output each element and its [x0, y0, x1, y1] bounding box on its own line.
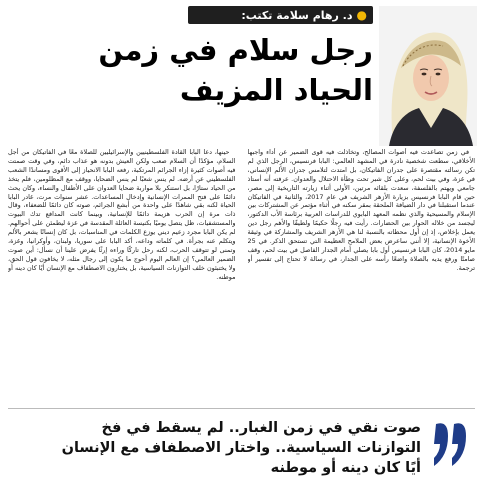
headline [10, 30, 373, 110]
article-paragraph: في زمن تصاعدت فيه أصوات المصالح، وتخاذلت فيه قوى الضمير عن أداء واجبها الأخلاقي، سطعت شخصية نادرة في المشهد العالمي: البابا فرنسيس، الرجل الذي لم تكن رسالته مقتصرة على جدران الفاتيكان، بل امتدت لتلامس جدران الألم الإنساني، في غزة، وفي بيت لحم، وعلى كل شبر تحت وطأة الاحتلال والعدوان. عرفته أنه أستاذ جامعي ويهتم بالفلسفة، سعدت بلقائه مرتين، الأولى أثناء زيارته التاريخية إلى مصر، حين قام البابا فرنسيس بزيارة الأزهر الشريف في عام 2017، والثانية في الفاتيكان عندما استقبلنا في دار الضيافة الملحقة بمقر سكنه في أثناء مؤتمر عن المشتركات بين الإسلام والمسيحية والذي نظمه المعهد البابوي للدراسات العربية برئاسة الأب الدكتور، ليجسد من خلاله الحوار بين الحضارات. رأيت فيه رجلًا حكيمًا ولطيفًا والأهم رجل دين يعمل بإخلاص، إذ إن أول محطاته بالنسبة لنا هي الأزهر الشريف والمشاركة في وثيقة الأخوة الإنسانية، إلا أنني ساعرض بعض الملامح العظيمة التي تستحق الذكر. في 25 مايو 2014، كان البابا فرنسيس أول بابا يصلي أمام الجدار الفاصل في بيت لحم، وقف صامتًا ورفع يديه بالصلاة واضعًا رأسه على الجدار، في رسالة لا تحتاج إلى تفسير أو ترجمة. [247, 148, 475, 272]
headline-line-2: الحياد المزيف [179, 73, 373, 107]
quote-mark-icon [429, 412, 471, 476]
pull-quote-line-2: التوازنات السياسية.. واختار الاصطفاف مع الإنسان [61, 440, 421, 456]
pull-quote [8, 412, 475, 482]
article-paragraph: حينها، دعا البابا القادة الفلسطينيين والإسرائيليين للصلاة معًا في الفاتيكان من أجل السلام، مؤكدًا أن السلام صعب ولكن العيش بدونه هو عذاب دائم، وفي وقت صمتت فيه أصوات كثيرة إزاء الجرائم المرتكبة، رفعه البابا الانحياز إلى الأقوى ومساندًا الشعب الفلسطيني عن أرضه. لم ينس شعبًا لم ينس الضحايا، ووقف مع المظلومين، فلم يتخذ من الحياد ستارًا، بل استنكر بلا مواربة ضحايا العدوان على الأطفال والنساء، وكان يحث دائمًا على فتح الممرات الإنسانية وإدخال المساعدات. عشر سنوات مرت، غادر البابا الحياة لكنه بقي شاهدًا على واحدة من أبشع الجرائم، صوته كان دائمًا للضعفاء، وقال ذات مرة إن الحرب هزيمة دائمًا للإنسانية، وبينما كانت المدافع تدك البيوت والمستشفيات، ظل يتصل يوميًا بكنيسة العائلة المقدسة في غزة ليطمئن على أحوالهم. لم يكن البابا مجرد زعيم ديني يوزع الكلمات في المناسبات، بل كان إنسانًا يشعر بالألم ويتكلم عنه بجرأة. في كلماته وداعه، أكد البابا على سوريا، ولبنان، وأوكرانيا، وغزة، وتمنى لو تتوقف الحرب، لكنه رحل تاركًا وراءه إرثًا يفرض علينا أن نسأل: أين صوت الضمير العالمي؟ إن العالم اليوم أحوج ما يكون إلى رجال مثله، لا يخافون قول الحق، ولا يختبئون خلف التوازنات السياسية، بل يختارون الاصطفاف مع الإنسان أيًا كان دينه أو موطنه. [8, 148, 236, 281]
article-body [8, 148, 475, 402]
headline-line-1: رجل سلام في زمن [98, 33, 373, 67]
byline-bar [188, 6, 373, 24]
pull-quote-line-3: أيًا كان دينه أو موطنه [270, 460, 421, 476]
article-column-left [8, 148, 236, 402]
byline-text: د. رهام سلامة تكتب: [241, 8, 353, 22]
pull-quote-line-1: صوت نقي في زمن الغبار.. لم يسقط في فخ [101, 420, 421, 436]
author-photo-icon [379, 6, 477, 146]
divider [8, 408, 475, 409]
article-column-right [248, 148, 476, 402]
author-photo [379, 6, 477, 146]
byline-bullet-icon: ● [356, 8, 367, 22]
pull-quote-text [12, 418, 421, 478]
